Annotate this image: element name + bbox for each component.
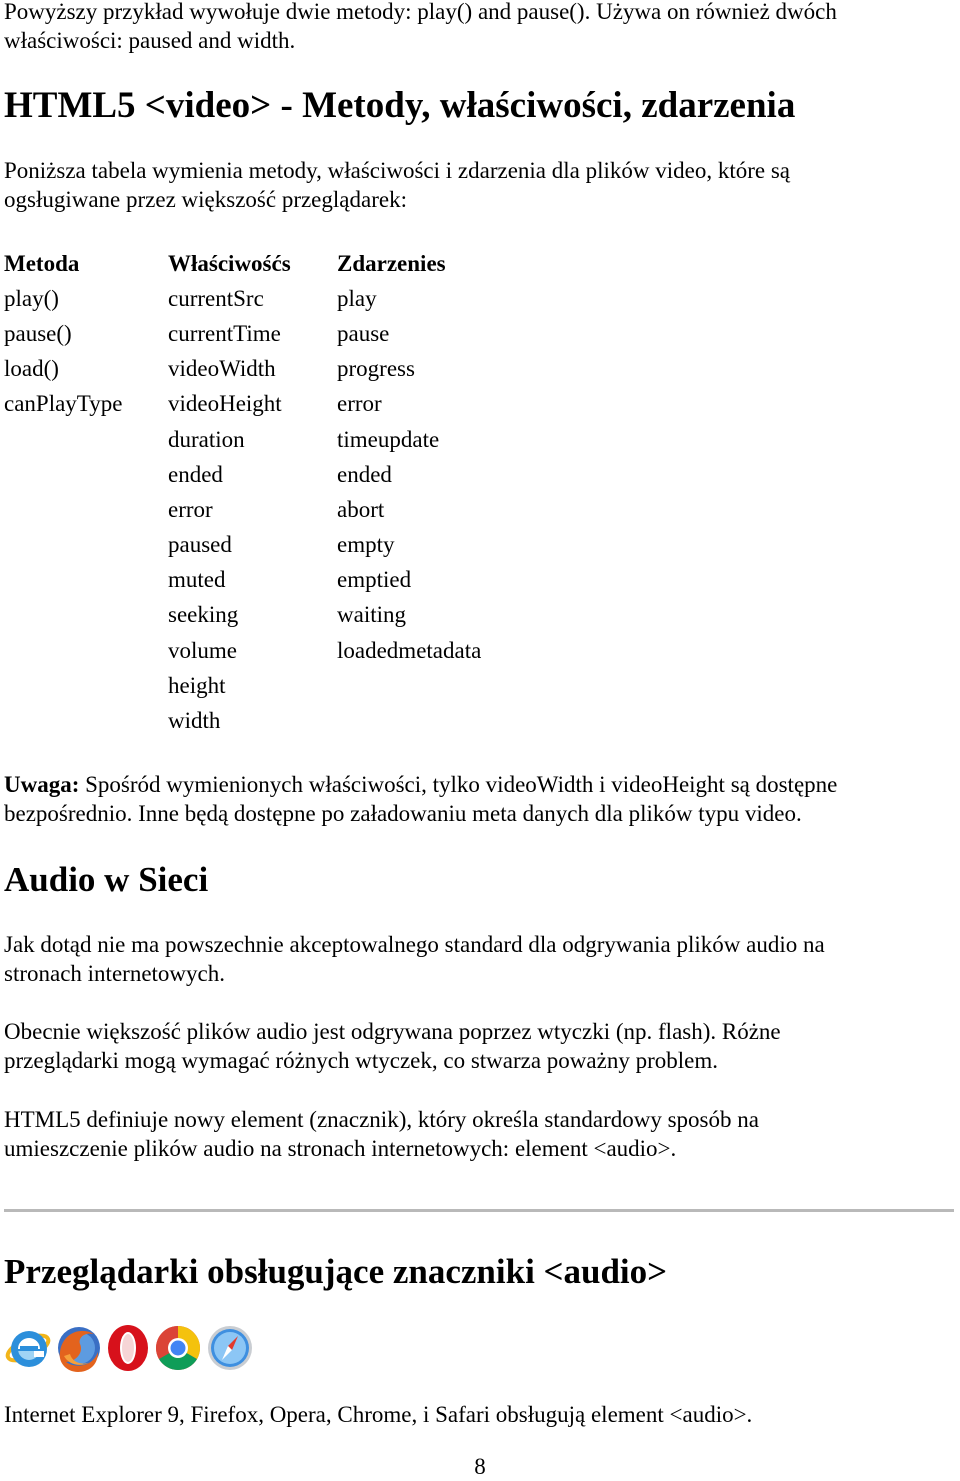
browsers-caption: Internet Explorer 9, Firefox, Opera, Chrome, i Safari obsługują element <audio>. [4, 1402, 753, 1427]
property-cell: paused [168, 532, 232, 558]
table-row [4, 703, 481, 738]
event-cell [337, 703, 481, 738]
table-row [4, 457, 481, 492]
page-number: 8 [474, 1454, 486, 1479]
header-zdarzenia: Zdarzenies [337, 250, 446, 276]
video-desc-line-1: Poniższa tabela wymienia metody, właściwości i zdarzenia dla plików video, które są [4, 158, 791, 183]
event-cell: error [337, 391, 382, 417]
audio-section-title: Audio w Sieci [4, 860, 209, 899]
event-cell: play [337, 285, 377, 311]
audio-p2-line-1: Obecnie większość plików audio jest odgrywana poprzez wtyczki (np. flash). Różne [4, 1019, 781, 1044]
event-cell: timeupdate [337, 426, 440, 452]
table-row [4, 281, 481, 316]
event-cell [337, 668, 481, 703]
method-cell [4, 528, 168, 563]
event-cell: empty [337, 532, 395, 558]
header-wlasciwosci: Właściwośćs [168, 250, 291, 276]
property-cell: seeking [168, 602, 239, 628]
table-row [4, 563, 481, 598]
note-label: Uwaga: [4, 772, 80, 797]
audio-p3-line-2: umieszczenie plików audio na stronach internetowych: element <audio>. [4, 1136, 677, 1161]
table-row [4, 492, 481, 527]
intro-line-1: Powyższy przykład wywołuje dwie metody: play() and pause(). Używa on również dwóch [4, 0, 837, 24]
method-cell [4, 598, 168, 633]
method-cell: canPlayType [4, 391, 123, 417]
audio-p1-line-1: Jak dotąd nie ma powszechnie akceptowalnego standard dla odgrywania plików audio na [4, 932, 825, 957]
audio-p1-line-2: stronach internetowych. [4, 961, 225, 986]
intro-line-2: właściwości: paused and width. [4, 28, 296, 53]
event-cell: ended [337, 461, 392, 487]
event-cell: loadedmetadata [337, 637, 482, 663]
browser-icons-row [4, 1322, 256, 1374]
method-cell [4, 703, 168, 738]
table-row [4, 633, 481, 668]
video-desc-line-2: ogsługiwane przez większość przeglądarek: [4, 187, 407, 212]
property-cell: ended [168, 461, 223, 487]
event-cell: progress [337, 356, 415, 382]
table-row [4, 387, 481, 422]
method-cell [4, 422, 168, 457]
method-cell [4, 457, 168, 492]
property-cell: videoWidth [168, 356, 276, 382]
property-cell: height [168, 672, 226, 698]
safari-icon [204, 1322, 256, 1374]
note-line-1 [4, 770, 837, 799]
event-cell: abort [337, 496, 385, 522]
property-cell: currentSrc [168, 285, 264, 311]
section-divider [4, 1209, 954, 1212]
table-row [4, 316, 481, 351]
table-row [4, 598, 481, 633]
property-cell: duration [168, 426, 245, 452]
firefox-icon [54, 1322, 104, 1374]
method-cell: load() [4, 356, 59, 382]
method-cell [4, 633, 168, 668]
method-cell [4, 492, 168, 527]
property-cell: videoHeight [168, 391, 282, 417]
method-cell: pause() [4, 320, 72, 346]
audio-p2-line-2: przeglądarki mogą wymagać różnych wtyczek, co stwarza poważny problem. [4, 1048, 718, 1073]
note-text-line-1: Spośród wymienionych właściwości, tylko videoWidth i videoHeight są dostępne [79, 772, 838, 797]
browsers-section-title: Przeglądarki obsługujące znaczniki <audio> [4, 1252, 668, 1291]
methods-properties-events-table [4, 246, 481, 739]
table-row [4, 668, 481, 703]
property-cell: width [168, 708, 221, 734]
event-cell: pause [337, 320, 390, 346]
table-row [4, 422, 481, 457]
audio-p3-line-1: HTML5 definiuje nowy element (znacznik), który określa standardowy sposób na [4, 1107, 759, 1132]
property-cell: currentTime [168, 320, 281, 346]
method-cell: play() [4, 285, 59, 311]
opera-icon [104, 1322, 152, 1374]
video-section-title: HTML5 <video> - Metody, właściwości, zdarzenia [4, 85, 796, 126]
method-cell [4, 668, 168, 703]
note-line-2: bezpośrednio. Inne będą dostępne po załadowaniu meta danych dla plików typu video. [4, 801, 802, 826]
table-header-row [4, 246, 481, 281]
table-row [4, 352, 481, 387]
method-cell [4, 563, 168, 598]
internet-explorer-icon [4, 1322, 54, 1374]
event-cell: waiting [337, 602, 406, 628]
property-cell: error [168, 496, 213, 522]
chrome-icon [152, 1322, 204, 1374]
header-metoda: Metoda [4, 250, 80, 276]
property-cell: volume [168, 637, 237, 663]
table-row [4, 528, 481, 563]
event-cell: emptied [337, 567, 412, 593]
property-cell: muted [168, 567, 226, 593]
